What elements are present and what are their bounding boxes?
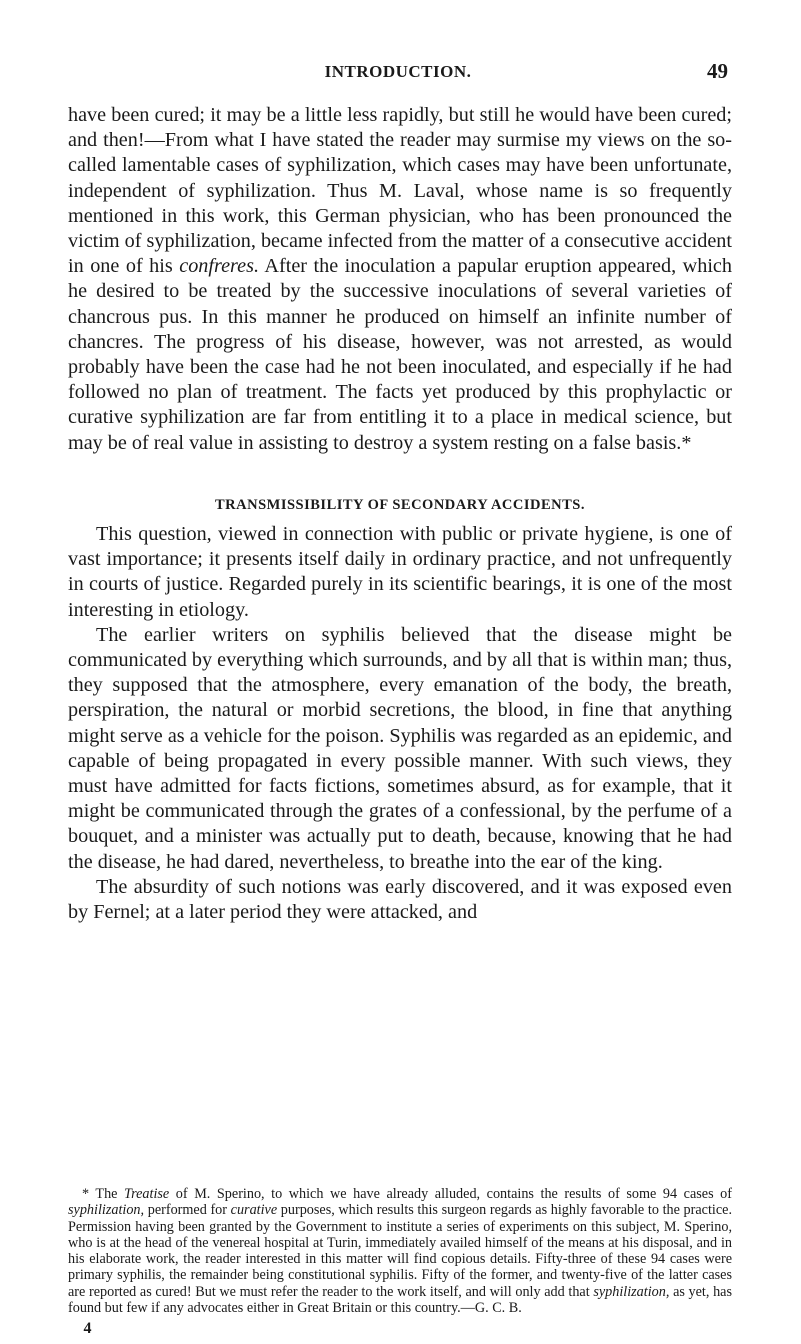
page-number: 49 xyxy=(707,59,728,83)
paragraph-text: have been cured; it may be a little less rapidly, but still he would have been cured; and then!—From what I have stated the reader may surmise my views on the so-called lamentable cases of syphilization, which cases may have been unfortunate, independent of syphilization. Thus M. Laval, whose name is so frequently mentioned in this work, this German physician, who has been pronounced the victim of syphilization, became infected from the matter of a consecutive accident in one of his xyxy=(68,104,732,278)
footnote-marker: * The xyxy=(82,1186,125,1202)
footnote-text: as yet, has found but few if any advocates either in Great Britain or this country.—G. C. B. xyxy=(68,1283,732,1317)
italic-term: syphilization, xyxy=(593,1283,670,1300)
italic-term: confreres. xyxy=(179,255,260,278)
running-title: INTRODUCTION. xyxy=(324,62,472,81)
italic-term: Treatise xyxy=(124,1186,170,1202)
footnote xyxy=(68,1186,732,1316)
footnote-text: of M. Sperino, to which we have already alluded, contains the results of some 94 cases of xyxy=(169,1186,732,1202)
paragraph-text: After the inoculation a papular eruption appeared, which he desired to be treated by the successive inoculations of several varieties of chancrous pus. In this manner he produced on himself an infinite number of chancres. The progress of his disease, however, was not arrested, as would probably have been the case had he not been inoculated, and especially if he had followed no plan of treatment. The facts yet produced by this prophylactic or curative syphilization are far from entitling it to a place in medical science, but may be of real value in assisting to destroy a system resting on a false basis.* xyxy=(68,255,732,454)
section-body xyxy=(68,522,732,925)
footnote-text: purposes, which results this surgeon regards as highly favorable to the practice. Permission having been granted by the Government to institute a series of experiments on this subject, M. Sperino, who is at the head of the venereal hospital at Turin, immediately availed himself of the means at his disposal, and in his elaborate work, the reader interested in this matter will find copious details. Fifty-three of these 94 cases were primary syphilis, the remainder being constitutional syphilis. Fifty of the former, and twenty-five of the latter cases are reported as cured! But we must refer the reader to the work itself, and will only add that xyxy=(68,1202,732,1300)
paragraph: The absurdity of such notions was early discovered, and it was exposed even by Fernel; at a later period they were attacked, and xyxy=(68,875,732,924)
italic-term: curative xyxy=(230,1202,278,1219)
footnote-text: performed for xyxy=(144,1202,231,1219)
section-heading: TRANSMISSIBILITY OF SECONDARY ACCIDENTS. xyxy=(215,497,585,513)
paragraph: The earlier writers on syphilis believed that the disease might be communicated by everything which surrounds, and by all that is within man; thus, they supposed that the atmosphere, every emanation of the body, the breath, perspiration, the natural or morbid secretions, the blood, in fine that anything might serve as a vehicle for the poison. Syphilis was regarded as an epidemic, and capable of being propagated in every possible manner. With such views, they must have admitted for facts fictions, sometimes absurd, as for example, that it might be communicated through the grates of a confessional, by the perfume of a bouquet, and a minister was actually put to death, because, knowing that he had the disease, he had dared, nevertheless, to breathe into the ear of the king. xyxy=(68,623,732,873)
paragraph: This question, viewed in connection with public or private hygiene, is one of vast importance; it presents itself daily in ordinary practice, and not unfrequently in courts of justice. Regarded purely in its scientific bearings, it is one of the most interesting in etiology. xyxy=(68,523,732,621)
signature-mark: 4 xyxy=(83,1320,92,1337)
paragraph-continued xyxy=(68,103,732,456)
italic-term: syphilization, xyxy=(68,1202,145,1219)
page-header xyxy=(68,59,728,88)
